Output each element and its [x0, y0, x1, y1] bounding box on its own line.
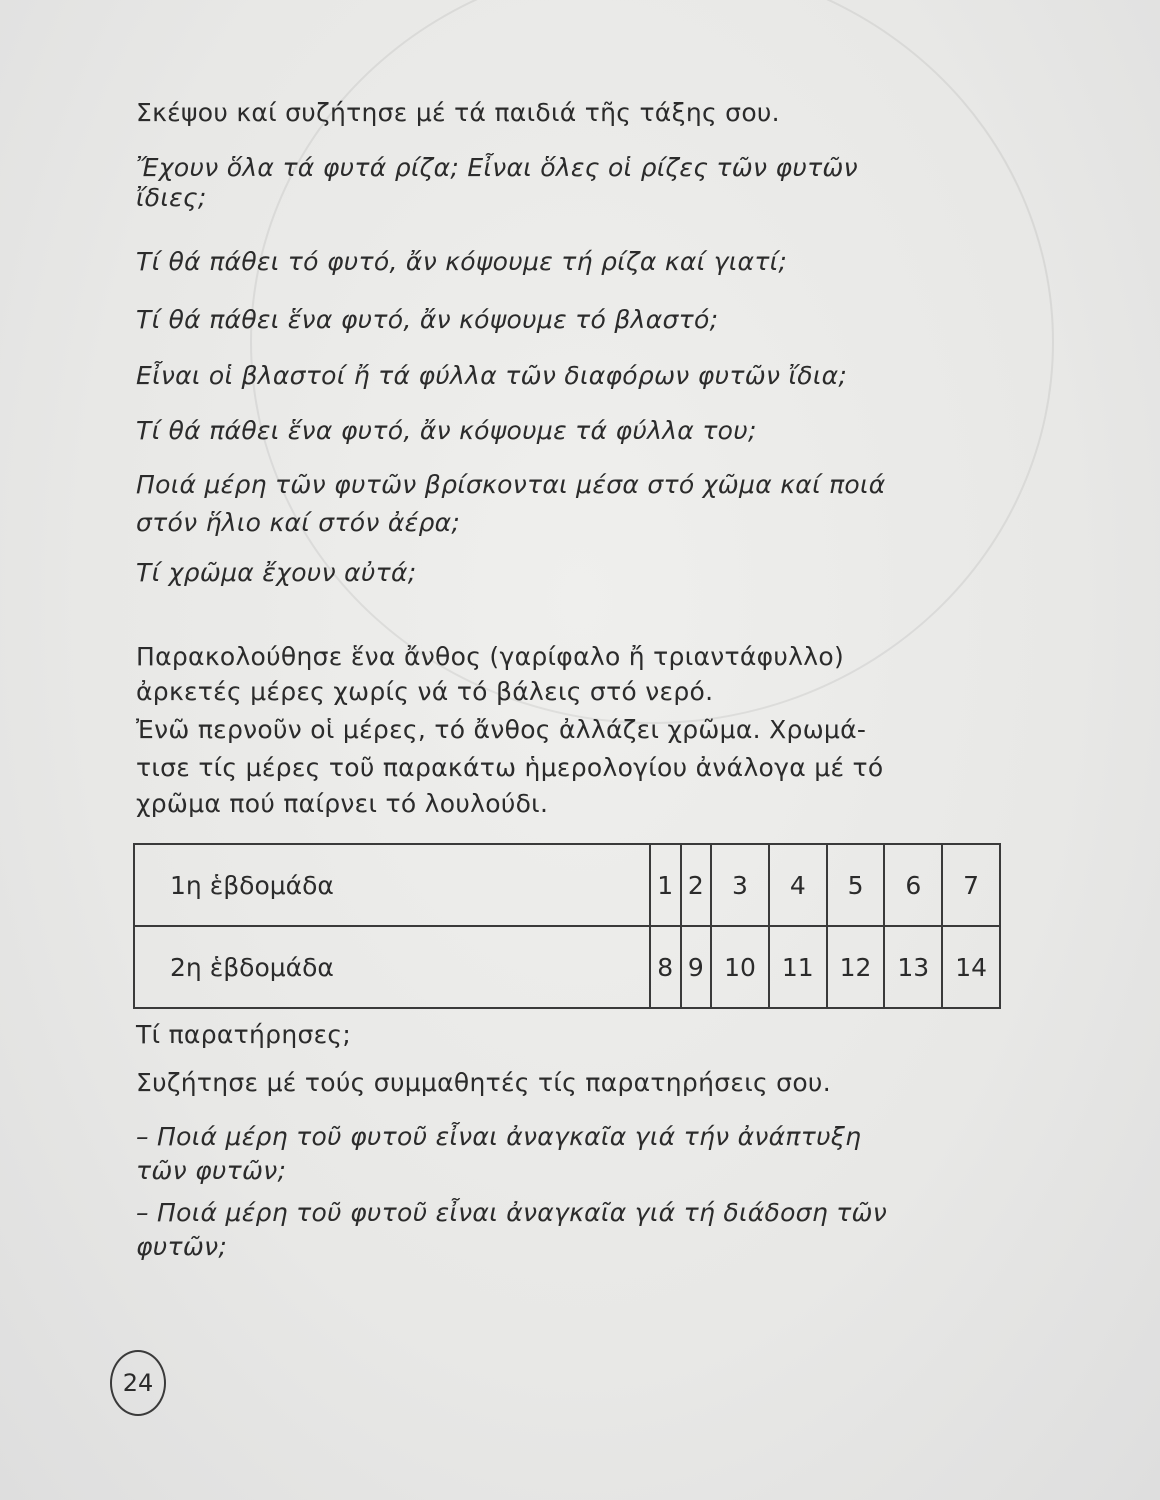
question-roots-line2: ἴδιες;: [136, 183, 207, 212]
calendar-day-cell[interactable]: 9: [681, 926, 712, 1008]
calendar-day-cell[interactable]: 12: [827, 926, 885, 1008]
activity-line4: τισε τίς μέρες τοῦ παρακάτω ἡμερολογίου ἀνάλογα μέ τό: [136, 753, 884, 782]
calendar-row-week2: [134, 926, 1000, 1008]
final-question-spread-line1: – Ποιά μέρη τοῦ φυτοῦ εἶναι ἀναγκαῖα γιά τή διάδοση τῶν: [136, 1198, 888, 1227]
question-cut-root: Τί θά πάθει τό φυτό, ἄν κόψουμε τή ρίζα καί γιατί;: [136, 247, 788, 276]
question-stems-leaves: Εἶναι οἱ βλαστοί ἤ τά φύλλα τῶν διαφόρων φυτῶν ἴδια;: [136, 361, 848, 390]
question-roots-line1: Ἔχουν ὅλα τά φυτά ρίζα; Εἶναι ὅλες οἱ ρίζες τῶν φυτῶν: [136, 153, 858, 182]
question-color: Τί χρῶμα ἔχουν αὐτά;: [136, 558, 417, 587]
calendar-day-cell[interactable]: 7: [942, 844, 1000, 926]
calendar-day-cell[interactable]: 11: [769, 926, 827, 1008]
activity-line3: Ἐνῶ περνοῦν οἱ μέρες, τό ἄνθος ἀλλάζει χρῶμα. Χρωμά-: [136, 715, 867, 744]
calendar-day-cell[interactable]: 13: [884, 926, 942, 1008]
observation-question: Τί παρατήρησες;: [136, 1020, 352, 1049]
activity-line1: Παρακολούθησε ἕνα ἄνθος (γαρίφαλο ἤ τριαντάφυλλο): [136, 642, 845, 671]
calendar-day-cell[interactable]: 3: [711, 844, 769, 926]
week2-label: 2η ἑβδομάδα: [134, 926, 650, 1008]
calendar-day-cell[interactable]: 2: [681, 844, 712, 926]
observation-discuss: Συζήτησε μέ τούς συμμαθητές τίς παρατηρήσεις σου.: [136, 1068, 831, 1097]
final-question-spread-line2: φυτῶν;: [136, 1232, 228, 1261]
flower-calendar-table: [133, 843, 1001, 1009]
calendar-day-cell[interactable]: 4: [769, 844, 827, 926]
final-question-growth-line1: – Ποιά μέρη τοῦ φυτοῦ εἶναι ἀναγκαῖα γιά τήν ἀνάπτυξη: [136, 1122, 862, 1151]
question-soil-parts-line2: στόν ἥλιο καί στόν ἀέρα;: [136, 508, 461, 537]
intro-instruction: Σκέψου καί συζήτησε μέ τά παιδιά τῆς τάξης σου.: [136, 98, 780, 127]
calendar-row-week1: [134, 844, 1000, 926]
question-cut-leaves: Τί θά πάθει ἕνα φυτό, ἄν κόψουμε τά φύλλα του;: [136, 416, 757, 445]
calendar-day-cell[interactable]: 1: [650, 844, 681, 926]
calendar-day-cell[interactable]: 6: [884, 844, 942, 926]
calendar-day-cell[interactable]: 14: [942, 926, 1000, 1008]
final-question-growth-line2: τῶν φυτῶν;: [136, 1156, 287, 1185]
question-cut-stem: Τί θά πάθει ἕνα φυτό, ἄν κόψουμε τό βλαστό;: [136, 305, 719, 334]
calendar-day-cell[interactable]: 5: [827, 844, 885, 926]
calendar-day-cell[interactable]: 10: [711, 926, 769, 1008]
calendar-day-cell[interactable]: 8: [650, 926, 681, 1008]
week1-label: 1η ἑβδομάδα: [134, 844, 650, 926]
activity-line2: ἀρκετές μέρες χωρίς νά τό βάλεις στό νερό.: [136, 677, 714, 706]
question-soil-parts-line1: Ποιά μέρη τῶν φυτῶν βρίσκονται μέσα στό χῶμα καί ποιά: [136, 470, 886, 499]
page-number: 24: [110, 1350, 166, 1416]
activity-line5: χρῶμα πού παίρνει τό λουλούδι.: [136, 789, 549, 818]
